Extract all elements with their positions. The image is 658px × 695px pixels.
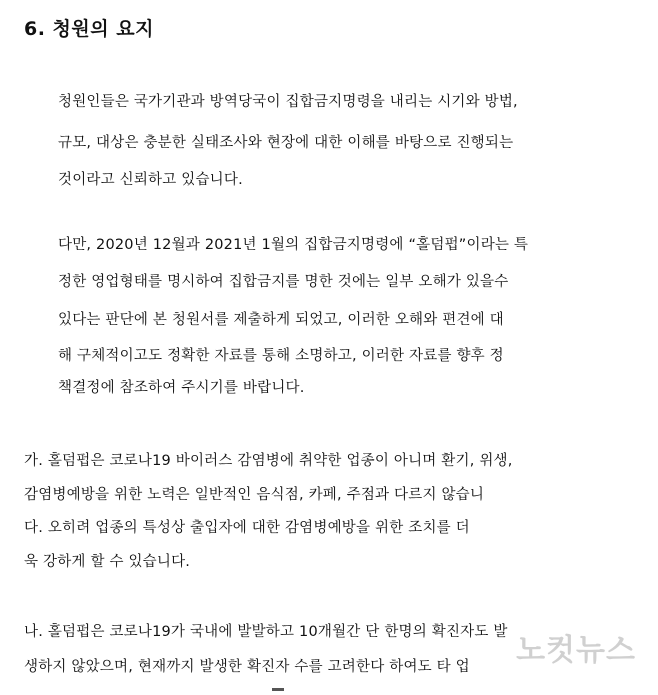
list-item-ga-line: 욱 강하게 할 수 있습니다. — [24, 554, 191, 570]
list-item-na-line: 생하지 않았으며, 현재까지 발생한 확진자 수를 고려한다 하여도 타 업 — [24, 659, 470, 675]
text-line: 있다는 판단에 본 청원서를 제출하게 되었고, 이러한 오해와 편견에 대 — [58, 312, 504, 328]
watermark-logo: 노컷뉴스 — [516, 633, 636, 668]
text-line: 것이라고 신뢰하고 있습니다. — [58, 172, 243, 188]
text-line: 다만, 2020년 12월과 2021년 1월의 집합금지명령에 “홀덤펍”이라는 특 — [58, 237, 529, 253]
list-item-ga-line: 감염병예방을 위한 노력은 일반적인 음식점, 카페, 주점과 다르지 않습니 — [24, 487, 485, 503]
page-mark — [272, 688, 284, 691]
list-item-ga-line: 가. 홀덤펍은 코로나19 바이러스 감염병에 취약한 업종이 아니며 환기, 위생, — [24, 453, 513, 469]
text-line: 규모, 대상은 충분한 실태조사와 현장에 대한 이해를 바탕으로 진행되는 — [58, 135, 514, 151]
text-line: 해 구체적이고도 정확한 자료를 통해 소명하고, 이러한 자료를 향후 정 — [58, 348, 504, 364]
section-heading: 6. 청원의 요지 — [24, 18, 154, 40]
list-item-ga-line: 다. 오히려 업종의 특성상 출입자에 대한 감염병예방을 위한 조치를 더 — [24, 520, 470, 536]
list-item-na-line: 나. 홀덤펍은 코로나19가 국내에 발발하고 10개월간 단 한명의 확진자도 발 — [24, 624, 508, 640]
text-line: 청원인들은 국가기관과 방역당국이 집합금지명령을 내리는 시기와 방법, — [58, 94, 518, 110]
text-line: 책결정에 참조하여 주시기를 바랍니다. — [58, 380, 305, 396]
text-line: 정한 영업형태를 명시하여 집합금지를 명한 것에는 일부 오해가 있을수 — [58, 274, 509, 290]
